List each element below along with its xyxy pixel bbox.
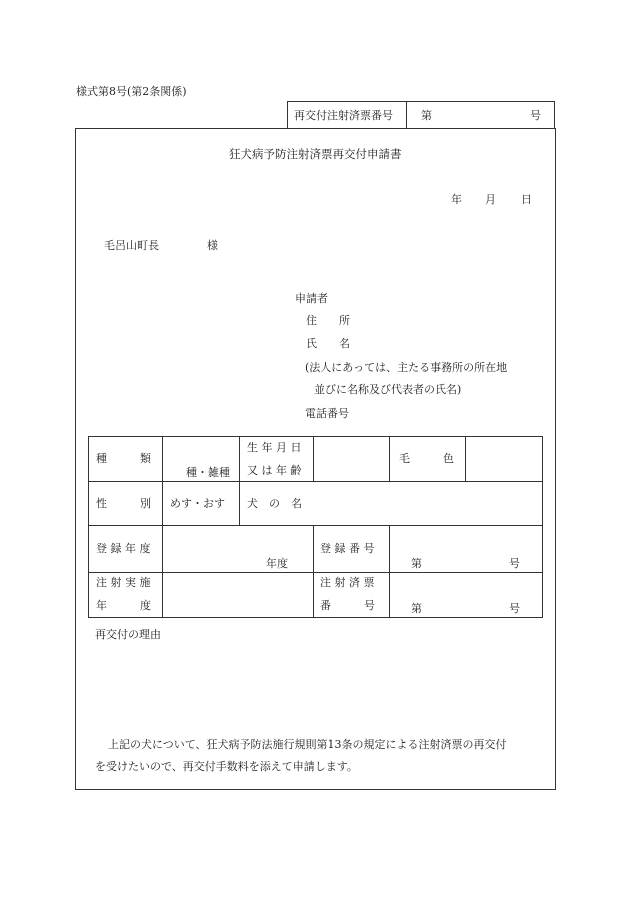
table-col-rule-2 [239,436,240,525]
applicant-note-line1: (法人にあっては、主たる事務所の所在地 [305,361,508,374]
date-year[interactable]: 年 [451,193,462,206]
registration-year-label: 登 録 年 度 [96,542,151,555]
date-month[interactable]: 月 [485,193,496,206]
table-rule-1 [88,481,543,482]
form-title: 狂犬病予防注射済票再交付申請書 [229,147,402,161]
sex-label: 性 別 [96,497,151,510]
reissue-number-divider [406,102,407,128]
reissue-number-label: 再交付注射済票番号 [294,109,393,122]
applicant-heading: 申請者 [295,292,328,305]
statement-line-2: を受けたいので、再交付手数料を添えて申請します。 [95,760,358,773]
coat-label: 毛 色 [399,452,454,465]
breed-value[interactable]: 種・雑種 [186,466,230,479]
table-col-rule-3 [313,436,314,481]
applicant-address-label: 住 所 [306,314,350,327]
birth-label-2: 又 は 年 齢 [247,464,302,477]
applicant-note-line2: 並びに名称及び代表者の氏名) [314,383,462,396]
statement-line-1: 上記の犬について、狂犬病予防法施行規則第13条の規定による注射済票の再交付 [108,738,507,751]
birth-label-1: 生 年 月 日 [247,441,302,454]
reissue-number-dai: 第 [421,109,432,122]
injection-year-label-2: 年 度 [96,599,151,612]
table-col-rule-4 [389,436,390,481]
table-col-rule-5 [465,436,466,481]
dog-name-label: 犬 の 名 [247,497,302,510]
addressee-sama: 様 [207,239,218,252]
table-col-rule-6 [313,525,314,618]
addressee-name: 毛呂山町長 [104,239,159,252]
dog-info-table [88,436,543,618]
injection-year-label-1: 注 射 実 施 [96,576,151,589]
table-rule-2 [88,525,543,526]
table-col-rule-7 [389,525,390,618]
table-rule-3 [88,572,543,573]
registration-number-go: 号 [509,557,520,570]
injection-tag-dai: 第 [411,602,422,615]
injection-tag-label-1: 注 射 済 票 [320,576,375,589]
breed-label: 種 類 [96,452,151,465]
registration-number-label: 登 録 番 号 [320,542,375,555]
applicant-phone-label: 電話番号 [305,407,349,420]
table-col-rule-1 [162,436,163,618]
injection-tag-label-2: 番 号 [320,599,375,612]
date-day[interactable]: 日 [521,193,532,206]
applicant-name-label: 氏 名 [306,337,350,350]
sex-value[interactable]: めす・おす [170,497,225,510]
form-number: 様式第8号(第2条関係) [76,85,187,98]
injection-tag-go: 号 [509,602,520,615]
reissue-number-go: 号 [530,109,541,122]
reissue-reason-label: 再交付の理由 [95,628,161,641]
registration-number-dai: 第 [411,557,422,570]
registration-year-unit: 年度 [266,557,288,570]
